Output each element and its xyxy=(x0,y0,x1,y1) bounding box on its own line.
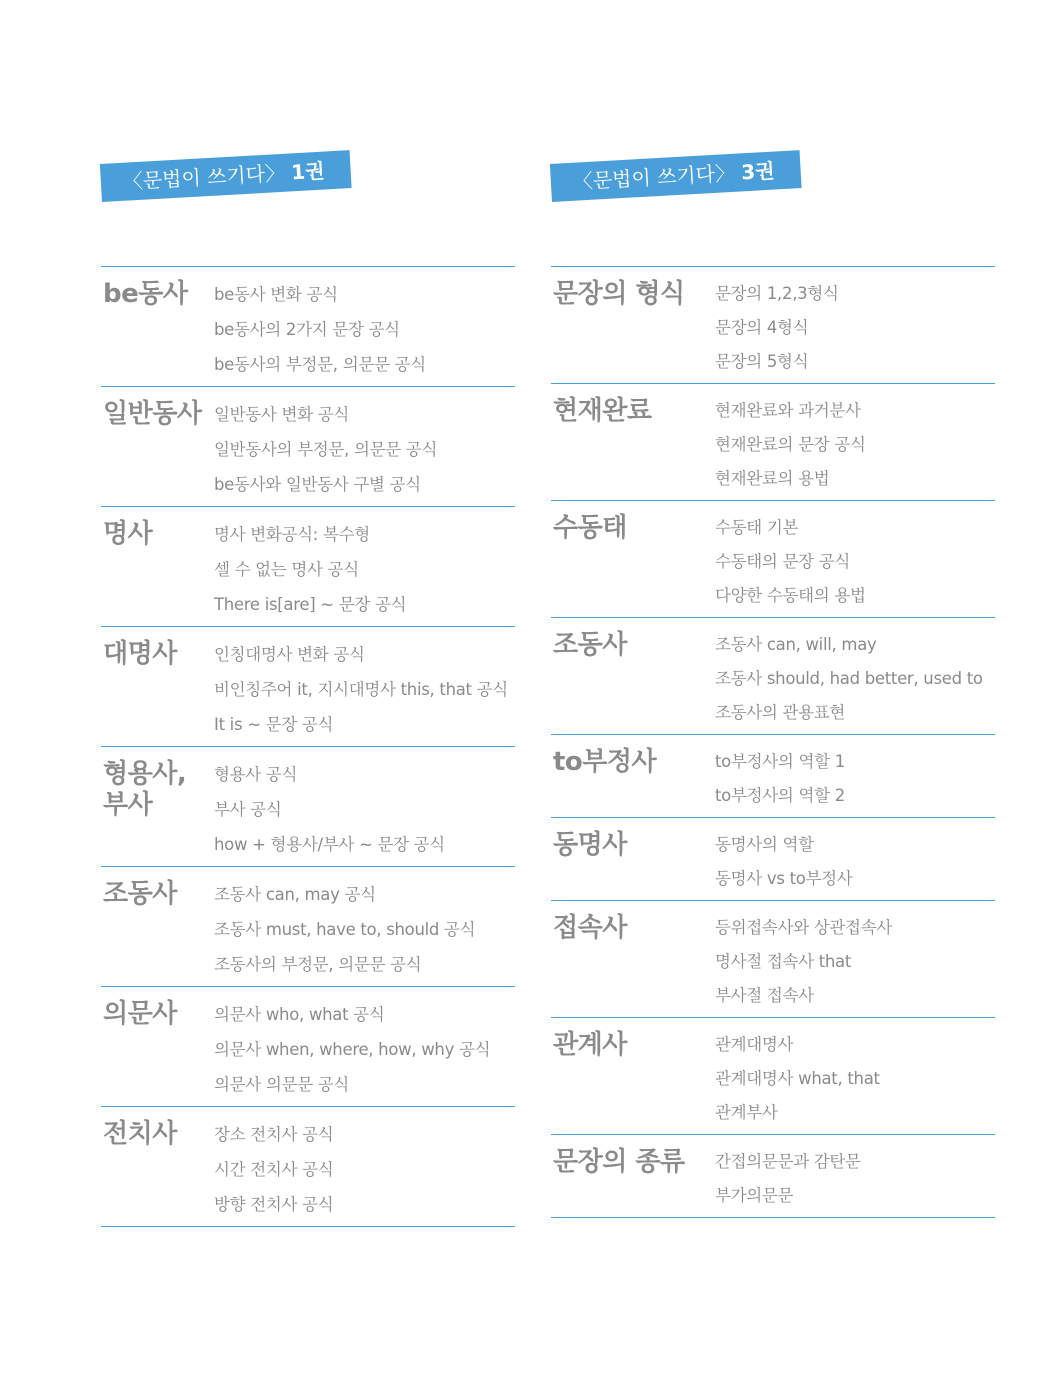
section-title: 조동사 xyxy=(103,879,177,909)
toc-section xyxy=(551,818,995,901)
section-items xyxy=(715,1028,995,1130)
section-item: to부정사의 역할 2 xyxy=(715,786,845,805)
toc-section xyxy=(101,387,515,507)
section-item: 동명사 vs to부정사 xyxy=(715,869,853,888)
section-title: 전치사 xyxy=(103,1119,177,1149)
section-items xyxy=(715,511,995,613)
section-item: 등위접속사와 상관접속사 xyxy=(715,918,892,937)
section-item: be동사의 부정문, 의문문 공식 xyxy=(214,355,426,374)
section-item: 방향 전치사 공식 xyxy=(214,1195,334,1214)
section-item: 일반동사 변화 공식 xyxy=(214,405,350,424)
section-item: 셀 수 없는 명사 공식 xyxy=(214,560,359,579)
toc-section xyxy=(101,507,515,627)
section-item: 수동태의 문장 공식 xyxy=(715,552,851,571)
section-title: 문장의 종류 xyxy=(553,1147,685,1177)
section-title: 명사 xyxy=(103,519,153,549)
section-item: 동명사의 역할 xyxy=(715,835,814,854)
volume-3-banner xyxy=(550,150,802,202)
section-item: 관계부사 xyxy=(715,1103,778,1122)
toc-section xyxy=(551,501,995,618)
section-items xyxy=(214,877,515,982)
section-item: 부사 공식 xyxy=(214,800,282,819)
section-item: 조동사 can, will, may xyxy=(715,635,877,654)
section-title: 수동태 xyxy=(553,513,627,543)
section-item: 의문사 의문문 공식 xyxy=(214,1075,350,1094)
toc-section xyxy=(551,618,995,735)
section-item: 현재완료의 용법 xyxy=(715,469,830,488)
section-title: to부정사 xyxy=(553,747,657,777)
section-title: 관계사 xyxy=(553,1030,627,1060)
section-item: 명사 변화공식: 복수형 xyxy=(214,525,370,544)
section-items xyxy=(715,828,995,896)
section-items xyxy=(214,1117,515,1222)
section-items xyxy=(715,1145,995,1213)
section-title: 의문사 xyxy=(103,999,177,1029)
section-title: 문장의 형식 xyxy=(553,279,685,309)
volume-3-toc xyxy=(551,266,995,1218)
section-item: be동사와 일반동사 구별 공식 xyxy=(214,475,421,494)
section-item: 조동사 should, had better, used to xyxy=(715,669,983,688)
section-item: be동사 변화 공식 xyxy=(214,285,338,304)
section-title: 일반동사 xyxy=(103,399,202,429)
toc-section xyxy=(551,267,995,384)
volume-1-banner xyxy=(100,150,352,202)
toc-section xyxy=(101,747,515,867)
banner-volume: 3권 xyxy=(740,158,776,185)
section-items xyxy=(715,628,995,730)
banner-volume: 1권 xyxy=(290,158,326,185)
section-item: 조동사의 부정문, 의문문 공식 xyxy=(214,955,422,974)
section-items xyxy=(715,277,995,379)
section-item: be동사의 2가지 문장 공식 xyxy=(214,320,400,339)
section-item: 현재완료의 문장 공식 xyxy=(715,435,866,454)
banner-title: 〈문법이 쓰기다〉 xyxy=(122,160,286,194)
toc-section xyxy=(101,1107,515,1227)
toc-section xyxy=(101,267,515,387)
section-item: 수동태 기본 xyxy=(715,518,799,537)
section-item: 인칭대명사 변화 공식 xyxy=(214,645,365,664)
section-item: 비인칭주어 it, 지시대명사 this, that 공식 xyxy=(214,680,508,699)
volume-1-toc xyxy=(101,266,515,1227)
section-item: 형용사 공식 xyxy=(214,765,298,784)
section-title: 조동사 xyxy=(553,630,627,660)
section-item: 부사절 접속사 xyxy=(715,986,814,1005)
banner-title: 〈문법이 쓰기다〉 xyxy=(572,160,736,194)
section-item: 시간 전치사 공식 xyxy=(214,1160,334,1179)
toc-section xyxy=(551,901,995,1018)
toc-section xyxy=(551,384,995,501)
section-items xyxy=(214,997,515,1102)
section-items xyxy=(715,394,995,496)
section-items xyxy=(214,397,515,502)
section-items xyxy=(715,745,995,813)
section-title: 접속사 xyxy=(553,913,627,943)
section-items xyxy=(214,277,515,382)
section-item: 관계대명사 xyxy=(715,1035,794,1054)
section-item: 조동사의 관용표현 xyxy=(715,703,846,722)
toc-section xyxy=(551,1135,995,1218)
section-item: 명사절 접속사 that xyxy=(715,952,852,971)
section-title: be동사 xyxy=(103,279,188,309)
section-item: 문장의 4형식 xyxy=(715,318,809,337)
section-item: 문장의 1,2,3형식 xyxy=(715,284,839,303)
section-item: 부가의문문 xyxy=(715,1186,794,1205)
section-item: It is ~ 문장 공식 xyxy=(214,715,334,734)
toc-section xyxy=(101,627,515,747)
toc-section xyxy=(551,735,995,818)
section-item: 현재완료와 과거분사 xyxy=(715,401,861,420)
section-item: 장소 전치사 공식 xyxy=(214,1125,334,1144)
section-item: 간접의문문과 감탄문 xyxy=(715,1152,861,1171)
section-item: 문장의 5형식 xyxy=(715,352,809,371)
section-item: 일반동사의 부정문, 의문문 공식 xyxy=(214,440,438,459)
section-items xyxy=(715,911,995,1013)
section-title: 동명사 xyxy=(553,830,627,860)
section-title: 현재완료 xyxy=(553,396,652,426)
section-items xyxy=(214,637,515,742)
section-items xyxy=(214,757,515,862)
toc-section xyxy=(101,987,515,1107)
toc-section xyxy=(551,1018,995,1135)
section-item: how + 형용사/부사 ~ 문장 공식 xyxy=(214,835,445,854)
section-item: to부정사의 역할 1 xyxy=(715,752,845,771)
toc-section xyxy=(101,867,515,987)
section-item: 조동사 can, may 공식 xyxy=(214,885,376,904)
section-items xyxy=(214,517,515,622)
section-item: 관계대명사 what, that xyxy=(715,1069,880,1088)
section-title: 형용사, 부사 xyxy=(103,759,187,820)
section-item: 의문사 when, where, how, why 공식 xyxy=(214,1040,491,1059)
section-title: 대명사 xyxy=(103,639,177,669)
section-item: 의문사 who, what 공식 xyxy=(214,1005,385,1024)
section-item: 조동사 must, have to, should 공식 xyxy=(214,920,476,939)
section-item: There is[are] ~ 문장 공식 xyxy=(214,595,407,614)
section-item: 다양한 수동태의 용법 xyxy=(715,586,866,605)
